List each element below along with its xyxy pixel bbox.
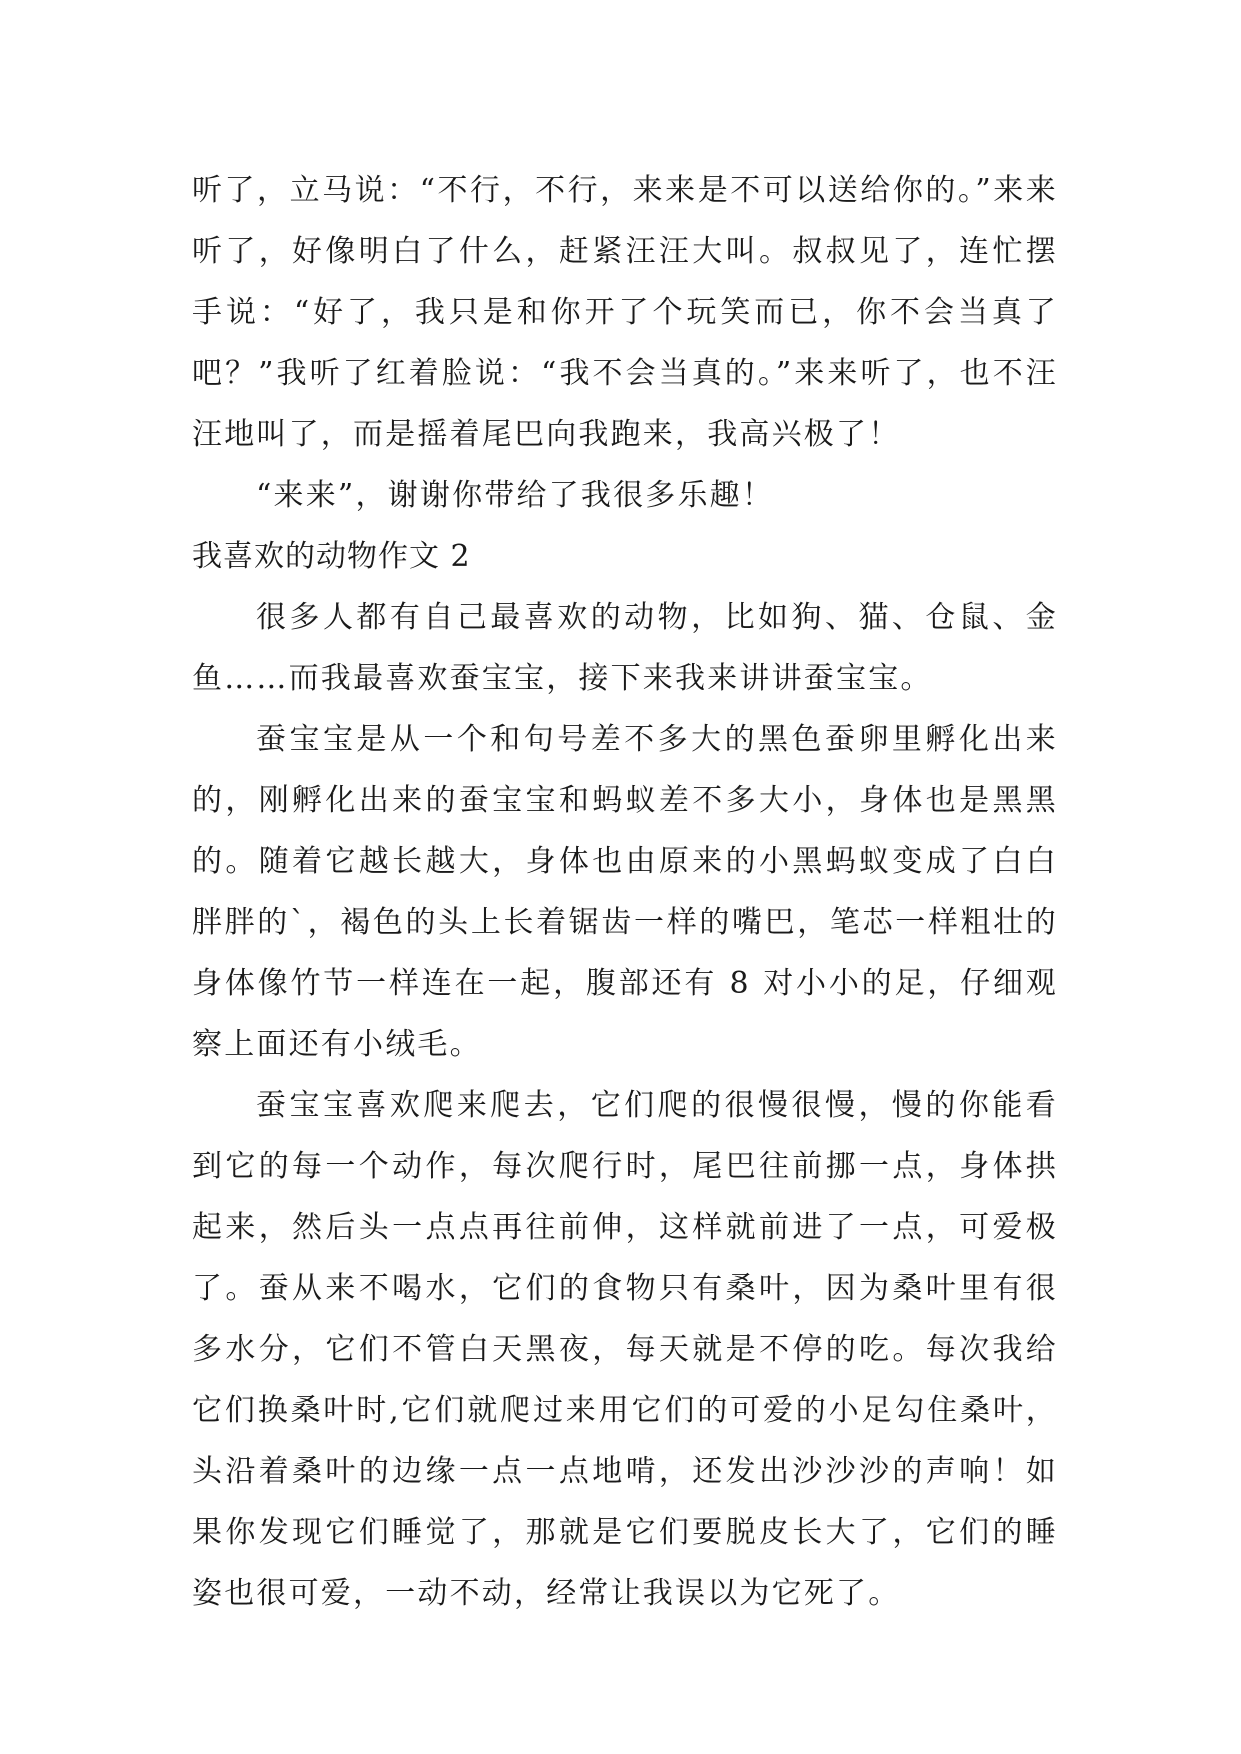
paragraph-silkworm-appearance: 蚕宝宝是从一个和句号差不多大的黑色蚕卵里孵化出来的，刚孵化出来的蚕宝宝和蚂蚁差不多大小，身体也是黑黑的。随着它越长越大，身体也由原来的小黑蚂蚁变成了白白胖胖的`，褐色的头上长着锯齿一样的嘴巴，笔芯一样粗壮的身体像竹节一样连在一起，腹部还有 8 对小小的足，仔细观察上面还有小绒毛。 bbox=[192, 722, 1058, 1062]
paragraph-intro: 很多人都有自己最喜欢的动物，比如狗、猫、仓鼠、金鱼……而我最喜欢蚕宝宝，接下来我来讲讲蚕宝宝。 bbox=[192, 600, 1058, 696]
essay-heading: 我喜欢的动物作文 2 bbox=[192, 539, 471, 574]
paragraph-silkworm-behavior: 蚕宝宝喜欢爬来爬去，它们爬的很慢很慢，慢的你能看到它的每一个动作，每次爬行时，尾巴往前挪一点，身体拱起来，然后头一点点再往前伸，这样就前进了一点，可爱极了。蚕从来不喝水，它们的食物只有桑叶，因为桑叶里有很多水分，它们不管白天黑夜，每天就是不停的吃。每次我给它们换桑叶时,它们就爬过来用它们的可爱的小足勾住桑叶，头沿着桑叶的边缘一点一点地啃，还发出沙沙沙的声响！如果你发现它们睡觉了，那就是它们要脱皮长大了，它们的睡姿也很可爱，一动不动，经常让我误以为它死了。 bbox=[192, 1088, 1058, 1611]
paragraph-thanks: “来来”，谢谢你带给了我很多乐趣！ bbox=[256, 478, 775, 513]
paragraph-continuation: 听了，立马说：“不行，不行，来来是不可以送给你的。”来来听了，好像明白了什么，赶紧汪汪大叫。叔叔见了，连忙摆手说：“好了，我只是和你开了个玩笑而已，你不会当真了吧？”我听了红着脸说：“我不会当真的。”来来听了，也不汪汪地叫了，而是摇着尾巴向我跑来，我高兴极了！ bbox=[192, 173, 1058, 452]
document-body bbox=[192, 160, 1058, 1624]
